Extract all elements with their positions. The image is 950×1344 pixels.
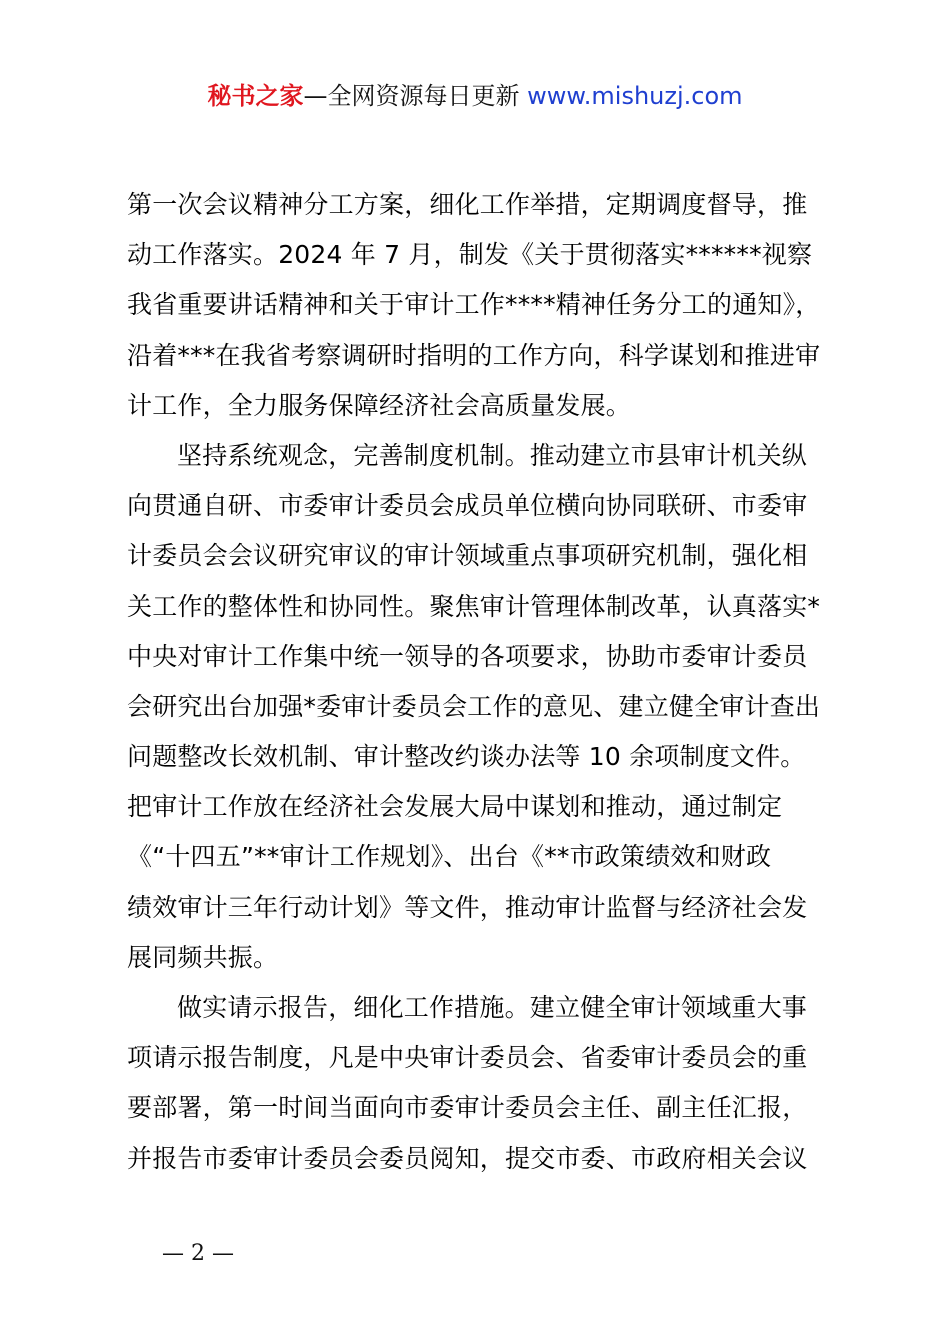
text-line: 做实请示报告，细化工作措施。建立健全审计领域重大事 — [177, 993, 808, 1022]
paragraph-system-concept — [127, 431, 833, 983]
site-url-link[interactable]: www.mishuzj.com — [527, 82, 743, 110]
text-line: 动工作落实。2024 年 7 月，制发《关于贯彻落实******视察 — [127, 240, 813, 270]
text-line: 关工作的整体性和协同性。聚焦审计管理体制改革，认真落实* — [127, 591, 821, 621]
text-line: 我省重要讲话精神和关于审计工作****精神任务分工的通知》， — [127, 290, 821, 320]
text-line: 问题整改长效机制、审计整改约谈办法等 10 余项制度文件。 — [127, 742, 806, 772]
text-line: 项请示报告制度，凡是中央审计委员会、省委审计委员会的重 — [127, 1043, 808, 1073]
brand-name: 秘书之家 — [207, 82, 304, 110]
text-line: 计工作，全力服务保障经济社会高质量发展。 — [127, 390, 632, 420]
text-line: 并报告市委审计委员会委员阅知，提交市委、市政府相关会议 — [127, 1143, 808, 1173]
text-line: 把审计工作放在经济社会发展大局中谋划和推动，通过制定 — [127, 792, 783, 822]
site-banner — [0, 78, 950, 114]
text-line: 《“十四五”**审计工作规划》、出台《**市政策绩效和财政 — [127, 842, 772, 872]
text-line: 会研究出台加强*委审计委员会工作的意见、建立健全审计查出 — [127, 691, 821, 721]
page-number: — 2 — — [162, 1241, 234, 1266]
text-line: 计委员会会议研究审议的审计领域重点事项研究机制，强化相 — [127, 541, 808, 571]
text-line: 展同频共振。 — [127, 942, 279, 972]
text-line: 要部署，第一时间当面向市委审计委员会主任、副主任汇报， — [127, 1093, 808, 1123]
text-line: 向贯通自研、市委审计委员会成员单位横向协同联研、市委审 — [127, 491, 808, 521]
document-body — [127, 180, 833, 1184]
text-line: 沿着***在我省考察调研时指明的工作方向，科学谋划和推进审 — [127, 340, 821, 370]
text-line: 中央对审计工作集中统一领导的各项要求，协助市委审计委员 — [127, 641, 808, 671]
text-line: 绩效审计三年行动计划》等文件，推动审计监督与经济社会发 — [127, 892, 808, 922]
banner-tagline: —全网资源每日更新 — [303, 82, 528, 110]
paragraph-report-system — [127, 983, 833, 1184]
text-line: 坚持系统观念，完善制度机制。推动建立市县审计机关纵 — [177, 440, 808, 470]
text-line: 第一次会议精神分工方案，细化工作举措，定期调度督导，推 — [127, 190, 808, 219]
paragraph-continued — [127, 180, 833, 431]
